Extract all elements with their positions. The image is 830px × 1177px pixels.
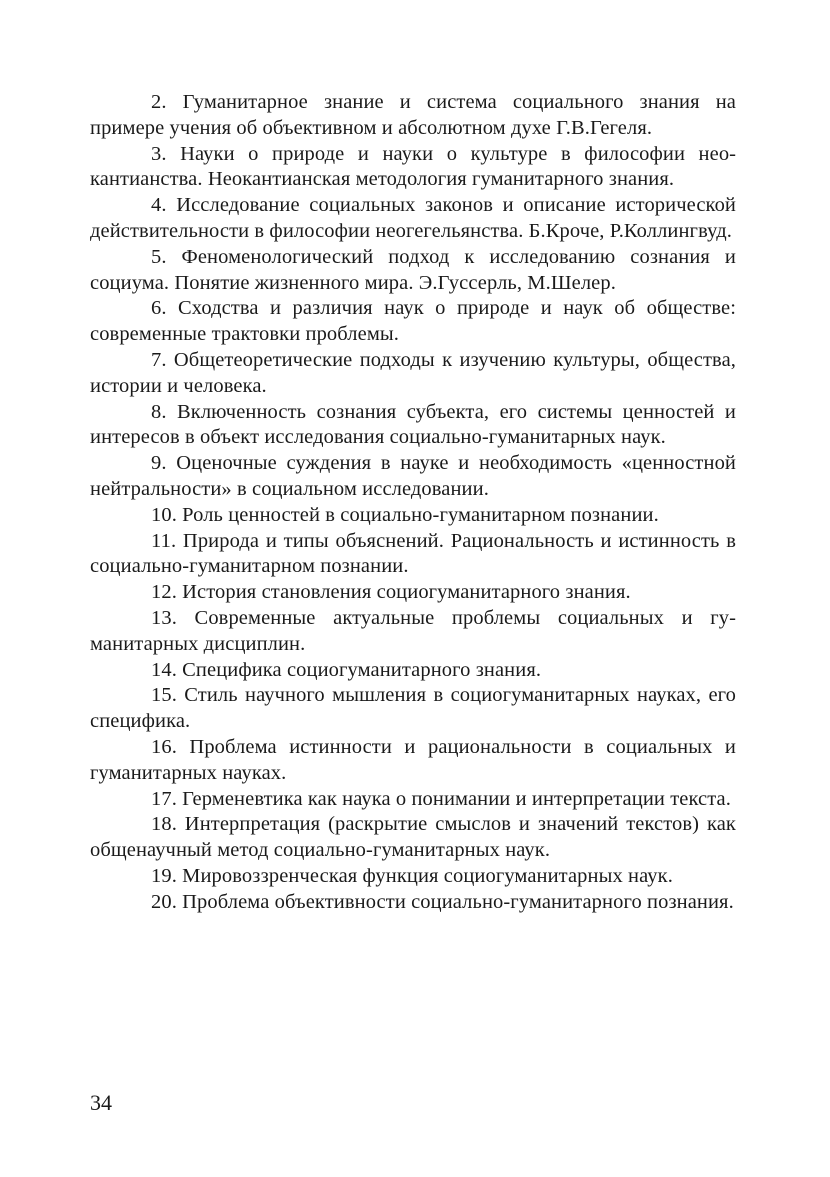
question-item: 16. Проблема истинности и рациональности в социальных и гуманитарных науках. [90, 735, 736, 784]
question-item: 11. Природа и типы объяснений. Рациональность и истинность в социально-гуманитарном познании. [90, 529, 736, 578]
question-list [90, 90, 736, 916]
question-item: 4. Исследование социальных законов и описание исторической действительности в философии неогегельянства. Б.Кроче, Р.Коллингвуд. [90, 194, 736, 242]
question-item: 2. Гуманитарное знание и система социального знания на примере учения об объективном и абсолютном духе Г.В.Гегеля. [90, 91, 736, 139]
question-item: 14. Специфика социогуманитарного знания. [151, 658, 542, 681]
question-item: 19. Мировоззренческая функция социогуманитарных наук. [151, 864, 673, 887]
page-number: 34 [90, 1090, 112, 1115]
question-item: 7. Общетеоретические подходы к изучению культуры, общества, истории и человека. [90, 348, 736, 397]
question-item: 18. Интерпретация (раскрытие смыслов и значений текстов) как общенаучный метод социально-гуманитарных наук. [90, 813, 736, 862]
question-item: 10. Роль ценностей в социально-гуманитарном познании. [151, 503, 659, 526]
question-item: 8. Включенность сознания субъекта, его системы ценностей и интересов в объект исследования социально-гуманитарных наук. [90, 400, 736, 449]
question-item: 3. Науки о природе и науки о культуре в философии неокантианства. Неокантианская методология гуманитарного знания. [90, 142, 736, 191]
question-item: 15. Стиль научного мышления в социогуманитарных науках, его специфика. [90, 684, 736, 733]
question-item: 12. История становления социогуманитарного знания. [151, 581, 631, 604]
question-item: 9. Оценочные суждения в науке и необходимость «ценностной нейтральности» в социальном исследовании. [90, 452, 736, 500]
question-item: 5. Феноменологический подход к исследованию сознания и социума. Понятие жизненного мира. Э.Гуссерль, М.Шелер. [90, 245, 736, 294]
question-item: 6. Сходства и различия наук о природе и наук об обществе: современные трактовки проблемы. [90, 297, 736, 346]
question-item: 13. Современные актуальные проблемы социальных и гуманитарных дисциплин. [90, 606, 736, 655]
question-item: 17. Герменевтика как наука о понимании и интерпретации текста. [151, 787, 731, 810]
question-item: 20. Проблема объективности социально-гуманитарного познания. [151, 890, 734, 913]
